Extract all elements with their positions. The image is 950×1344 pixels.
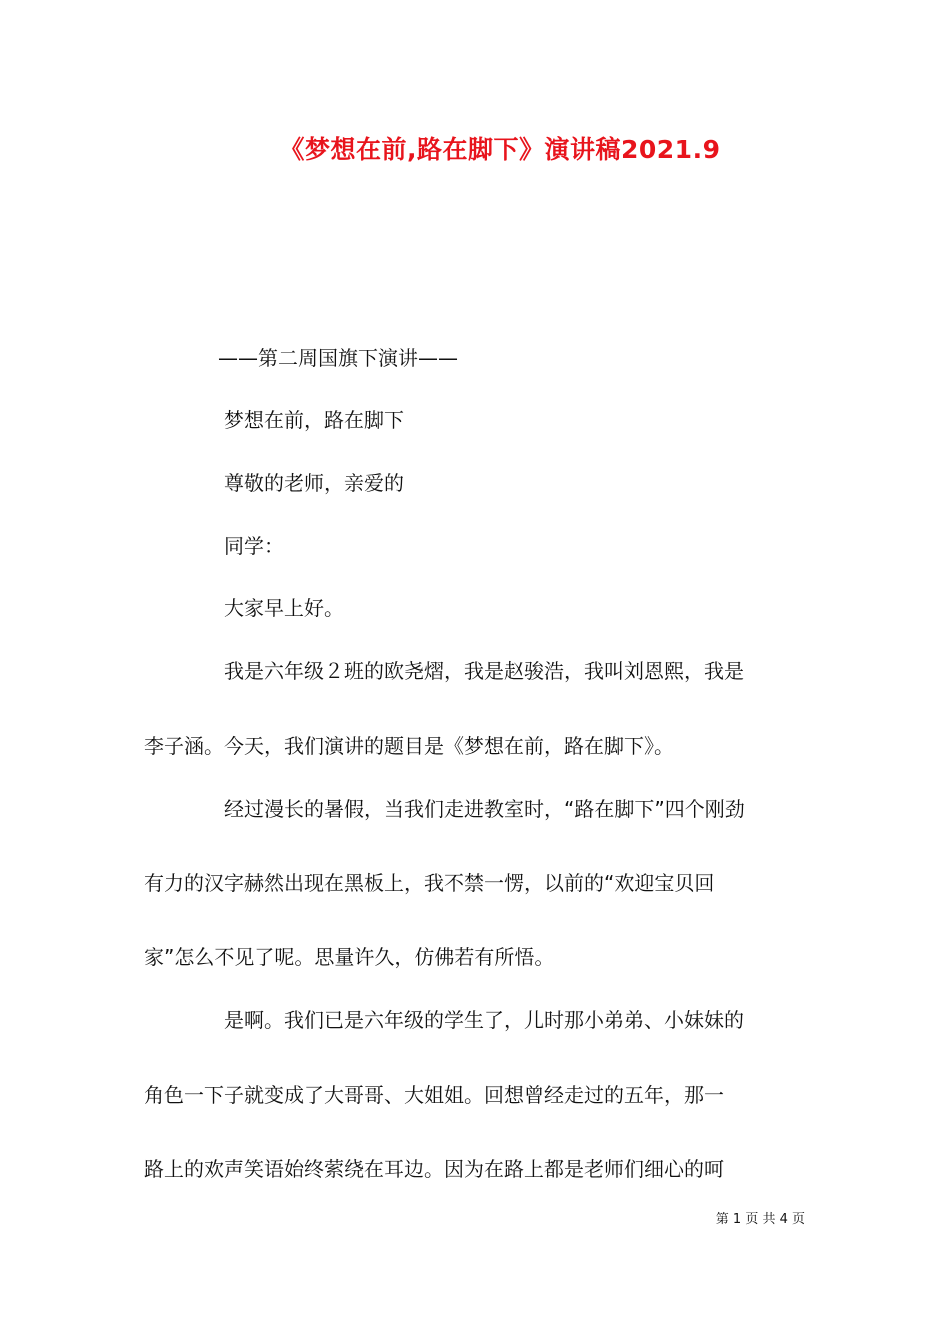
salutation-line: 同学：: [224, 534, 284, 558]
paragraph-line: 经过漫长的暑假，当我们走进教室时，“路在脚下”四个刚劲: [224, 797, 745, 821]
page-number: 第 1 页 共 4 页: [715, 1212, 805, 1227]
salutation-line: 尊敬的老师，亲爱的: [224, 471, 404, 495]
paragraph-line: 角色一下子就变成了大哥哥、大姐姐。回想曾经走过的五年，那一: [144, 1083, 724, 1107]
speech-subtitle: ——第二周国旗下演讲——: [218, 346, 458, 370]
paragraph-line: 我是六年级２班的欧尧熠，我是赵骏浩，我叫刘恩熙，我是: [224, 659, 744, 683]
paragraph-line: 家”怎么不见了呢。思量许久，仿佛若有所悟。: [144, 945, 555, 969]
paragraph-line: 是啊。我们已是六年级的学生了，儿时那小弟弟、小妹妹的: [224, 1008, 744, 1032]
speech-heading: 梦想在前，路在脚下: [224, 408, 404, 432]
paragraph-line: 李子涵。今天，我们演讲的题目是《梦想在前，路在脚下》。: [144, 734, 674, 758]
greeting-line: 大家早上好。: [224, 596, 344, 620]
document-title: 《梦想在前,路在脚下》演讲稿2021.9: [279, 135, 721, 164]
paragraph-line: 路上的欢声笑语始终萦绕在耳边。因为在路上都是老师们细心的呵: [144, 1157, 724, 1181]
paragraph-line: 有力的汉字赫然出现在黑板上，我不禁一愣，以前的“欢迎宝贝回: [144, 871, 715, 895]
